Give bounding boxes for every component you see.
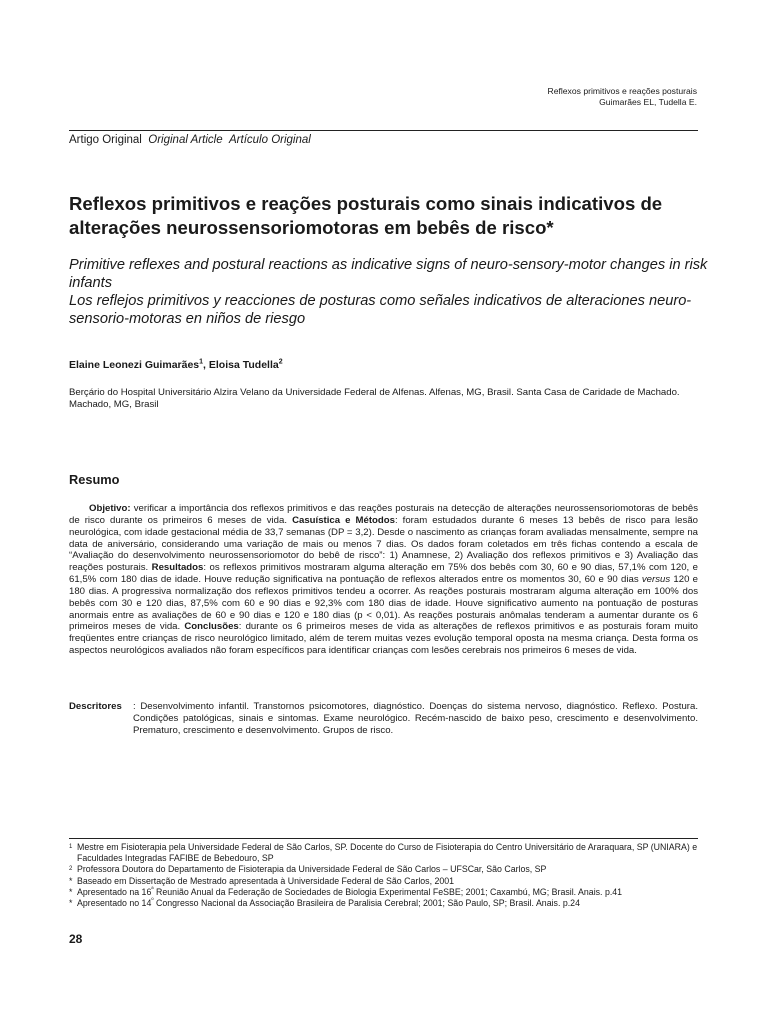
conclusions-text: : durante os 6 primeiros meses de vida as alterações de reflexos primitivos e as posturais foram muito freqüentes entre crianças de risco neurológico limitado, além de terem muitas vezes evolução temporal oposta na mesma criança. Desta forma os aspectos neurológicos avaliados não foram específicos para identificar crianças com lesões cerebrais nos primeiros 6 meses de vida. [69, 621, 698, 657]
running-header [548, 86, 698, 108]
versus-text: versus [641, 574, 671, 586]
abstract-paragraph [69, 503, 698, 657]
footnote-text-continued: Congresso Nacional da Associação Brasileira de Paralisia Cerebral; 2001; São Paulo, SP; Brasil. Anais. p.24 [153, 898, 580, 909]
footnote-5 [69, 898, 698, 909]
running-header-title: Reflexos primitivos e reações posturais [547, 86, 697, 96]
footnote-mark: * [69, 886, 73, 897]
article-type-en: Original Article [148, 134, 223, 146]
author-name: Elaine Leonezi Guimarães [69, 359, 200, 371]
results-text-continued: 120 e 180 dias. A progressiva normalização dos reflexos primitivos tendeu a ocorrer. As reações posturais mostraram alguma alteração em 100% dos bebês com 30 e 120 dias, 87,5% com 60 e 90 dias e 92,3% com 180 dias de idade. Houve significativo aumento na pontuação de posturas anormais entre as avaliações de 60 e 90 dias e 120 e 180 dias (p < 0,01). As reações posturais anômalas tenderam a aumentar durante os 6 primeiros meses de vida. [69, 574, 698, 633]
running-header-authors: Guimarães EL, Tudella E. [599, 97, 697, 107]
author-name: Eloisa Tudella [208, 359, 279, 371]
abstract-body [69, 503, 698, 657]
methods-text: : foram estudados durante 6 meses 13 bebês de risco para lesão neurológica, com idade gestacional média de 33,7 semanas (DP = 3,2). Desde o nascimento as crianças foram avaliadas mensalmente, sempre na data de aniversário, considerando uma variação de mais ou menos 7 dias. Os dados foram coletados em três fichas contendo a escala de “Avaliação do desenvolvimento neurossensoriomotor do bebê de risco”: 1) Anamnese, 2) Avaliação dos reflexos primitivos e 3) Avaliação das reações posturais. [69, 514, 698, 574]
abstract-heading: Resumo [69, 472, 120, 487]
objective-label: Objetivo: [89, 503, 131, 514]
author-separator: , [203, 359, 209, 371]
footnote-mark: * [69, 898, 73, 909]
footnote-4 [69, 887, 698, 898]
footnote-text: Mestre em Fisioterapia pela Universidade Federal de São Carlos, SP. Docente do Curso de Fisioterapia do Centro Universitário de Araraquara, SP (UNIARA) e Faculdades Integradas FAFIBE de Bebedouro, SP [77, 842, 698, 864]
author-list [69, 359, 283, 371]
article-type [69, 133, 311, 147]
objective-text: verificar a importância dos reflexos primitivos e das reações posturais na detecção de alterações neurossensoriomotoras de bebês de risco durante os primeiros 6 meses de vida. [69, 503, 698, 526]
footnote-mark: 1 [69, 844, 73, 850]
footnote-2 [69, 864, 698, 875]
author-affiliation-mark: 2 [278, 358, 283, 366]
footnote-mark: * [69, 875, 73, 886]
author-affiliation-mark: 1 [199, 358, 204, 366]
article-type-pt: Artigo Original [69, 134, 142, 146]
keywords-text: : Desenvolvimento infantil. Transtornos psicomotores, diagnóstico. Doenças do sistema nervoso, diagnóstico. Reflexo. Postura. Condições patológicas, sinais e sintomas. Exame neurológico. Recém-nascido de baixo peso, crescimento e desenvolvimento. Prematuro, crescimento e desenvolvimento. Grupos de risco. [133, 701, 698, 736]
footnote-text: Professora Doutora do Departamento de Fisioterapia da Universidade Federal de São Carlos – UFSCar, São Carlos, SP [77, 864, 547, 875]
footnotes [69, 842, 698, 909]
footnote-mark: 2 [69, 866, 73, 873]
results-text: : os reflexos primitivos mostraram alguma alteração em 75% dos bebês com 30, 60 e 90 dias, 57,1% com 120, e 61,5% com 180 dias de idade. Houve redução significativa na pontuação de reflexos alterados entre os momentos 30, 60 e 90 dias [69, 562, 698, 586]
subtitle-english: Primitive reflexes and postural reactions as indicative signs of neuro-sensory-motor changes in risk infants [69, 257, 708, 291]
article-subtitles [69, 256, 709, 328]
article-title: Reflexos primitivos e reações posturais como sinais indicativos de alterações neurossensoriomotoras em bebês de risco* [69, 193, 663, 238]
footnote-3 [69, 876, 698, 887]
methods-label: Casuística e Métodos [292, 514, 395, 526]
footnote-text: Baseado em Dissertação de Mestrado apresentada à Universidade Federal de São Carlos, 2001 [77, 875, 455, 886]
results-label: Resultados [151, 562, 204, 574]
subtitle-spanish: Los reflejos primitivos y reacciones de posturas como señales indicativos de alteraciones neuro-sensorio-motoras en niños de riesgo [69, 293, 692, 327]
conclusions-label: Conclusões [184, 621, 239, 633]
footnote-text: Apresentado na 16 [77, 886, 152, 897]
footnote-text-continued: Reunião Anual da Federação de Sociedades de Biologia Experimental FeSBE; 2001; Caxambú, MG; Brasil. Anais. p.41 [153, 886, 623, 897]
keywords-label: Descritores [69, 701, 122, 712]
header-divider [69, 130, 698, 131]
footnote-1 [69, 842, 698, 864]
footnote-divider [69, 838, 698, 839]
article-type-es: Artículo Original [229, 134, 311, 146]
ordinal-mark: º [151, 898, 154, 905]
ordinal-mark: ª [151, 886, 154, 893]
author-affiliation: Berçário do Hospital Universitário Alzira Velano da Universidade Federal de Alfenas. Alfenas, MG, Brasil. Santa Casa de Caridade de Machado. Machado, MG, Brasil [69, 387, 680, 410]
footnote-text: Apresentado no 14 [77, 898, 152, 909]
page-number: 28 [69, 932, 83, 946]
